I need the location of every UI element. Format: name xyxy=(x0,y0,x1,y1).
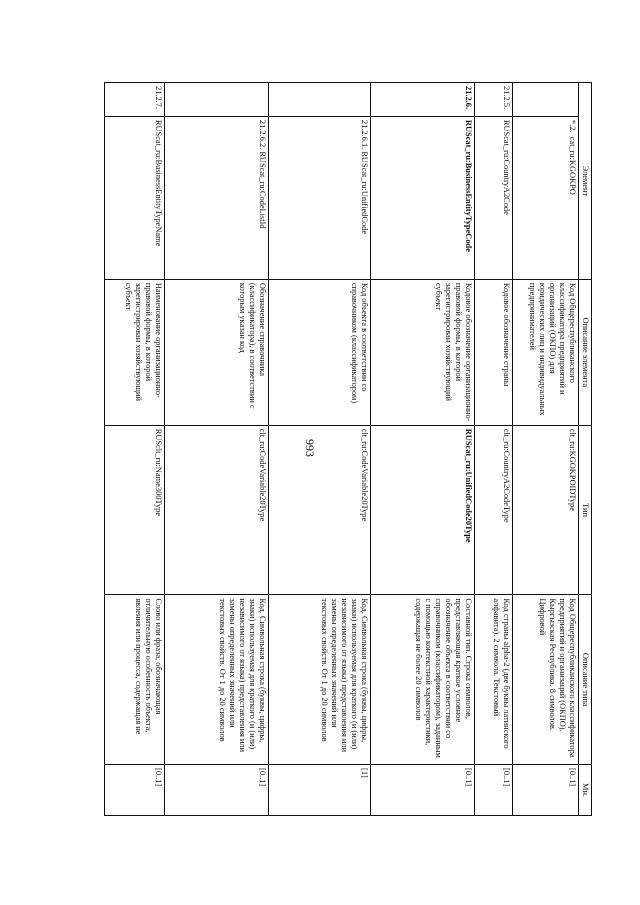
row-element xyxy=(513,116,579,279)
row-type: clt_ru:CodeVariable20Type xyxy=(165,425,269,595)
row-number: 21.2.6. xyxy=(371,83,475,117)
row-number xyxy=(513,83,579,117)
table-row xyxy=(105,83,165,816)
row-sub-number: *.2. xyxy=(568,119,577,133)
table-row xyxy=(513,83,579,816)
row-description: Код Общереспубликанского классификатора предприятий и организаций (ОКПО) для юридических лиц и индивидуальных предпринимателей xyxy=(513,279,579,425)
row-element-name: cat_ru:KGOKPO xyxy=(568,136,577,195)
row-type-description: Код страны alpha-2 (две буквы латинского алфавита). 2 символа. Текстовый xyxy=(475,595,513,765)
row-element-name: RUScat_ru:UnifiedCode xyxy=(360,151,369,235)
row-type-description: Код Общереспубликанского классификатора предприятий и организаций (ОКПО). Кыргызская Республика. 8 символов. Цифровой xyxy=(513,595,579,765)
row-number xyxy=(165,83,269,117)
row-element-name: RUScat_ru:BusinessEntityTypeCode xyxy=(371,116,475,279)
row-number xyxy=(269,83,371,117)
row-description: Наименование организационно-правовой формы, в которой зарегистрирован хозяйствующий субъект xyxy=(105,279,165,425)
table-header-row xyxy=(579,83,592,816)
row-multiplicity: [0..1] xyxy=(165,765,269,816)
row-multiplicity: [1] xyxy=(269,765,371,816)
header-multiplicity: Мн. xyxy=(579,765,592,816)
header-type: Тип xyxy=(579,425,592,595)
row-type-description: Код. Символьная строка (буквы, цифры, знаки) используемая для краткого (и (или) независимого от языка) представления или замены определенных значений или текстовых свойств. От 1 до 20 символов xyxy=(165,595,269,765)
row-multiplicity: [0..1] xyxy=(371,765,475,816)
row-type: clt_ru:CountryA2CodeType xyxy=(475,425,513,595)
row-type: clt_ru:KGOKPOIDType xyxy=(513,425,579,595)
row-multiplicity: [0..1] xyxy=(475,765,513,816)
row-type-description: Код. Символьная строка (буквы, цифры, знаки) используемая для краткого (и (или) независимого от языка) представления или замены определенных значений или текстовых свойств. От 1 до 20 символов xyxy=(269,595,371,765)
table-row xyxy=(475,83,513,816)
row-type: RUSclt_ru:Name300Type xyxy=(105,425,165,595)
table-row xyxy=(269,83,371,816)
header-type-description: Описание типа xyxy=(579,595,592,765)
row-description: Код объекта в соответствии со справочником (классификатором) xyxy=(269,279,371,425)
row-number: 21.2.5. xyxy=(475,83,513,117)
row-element-name: RUScat_ru:CodeListId xyxy=(258,151,267,229)
schema-table xyxy=(104,82,592,816)
rotated-table-container xyxy=(108,82,592,816)
header-element-description: Описание элемента xyxy=(579,279,592,425)
row-element-name: RUScat_ru:BusinessEntityTypeName xyxy=(105,116,165,279)
header-element: Элемент xyxy=(579,83,592,280)
row-multiplicity: [0..1] xyxy=(105,765,165,816)
row-description: Обозначение справочника (классификатора), в соответствии с которым указан код xyxy=(165,279,269,425)
row-description: Кодовое обозначение страны xyxy=(475,279,513,425)
table-row xyxy=(165,83,269,816)
row-multiplicity: [0..1] xyxy=(513,765,579,816)
row-sub-number: 21.2.6.1. xyxy=(360,119,369,150)
row-type: RUScat_ru:UnifiedCode20Type xyxy=(371,425,475,595)
row-type-description: Составной тип. Строка символов, представляющая краткое условное обозначение объекта в соответствии со справочником (классификатором), заданным с помощью контекстной характеристики, содержащая не более 20 символов xyxy=(371,595,475,765)
row-element xyxy=(165,116,269,279)
row-element-name: RUScat_ru:CountryA2Code xyxy=(475,116,513,279)
page-number: 993 xyxy=(303,439,317,457)
row-description: Кодовое обозначение организационно-правовой формы, в которой зарегистрирован хозяйствующий субъект xyxy=(371,279,475,425)
row-sub-number: 21.2.6.2. xyxy=(258,119,267,150)
row-type: clt_ru:CodeVariable20Type xyxy=(269,425,371,595)
table-row xyxy=(371,83,475,816)
row-number: 21.2.7. xyxy=(105,83,165,117)
row-type-description: Слово или фраза, обозначающая отличительную особенность объекта, явления или процесса, содержащая не xyxy=(105,595,165,765)
row-element xyxy=(269,116,371,279)
